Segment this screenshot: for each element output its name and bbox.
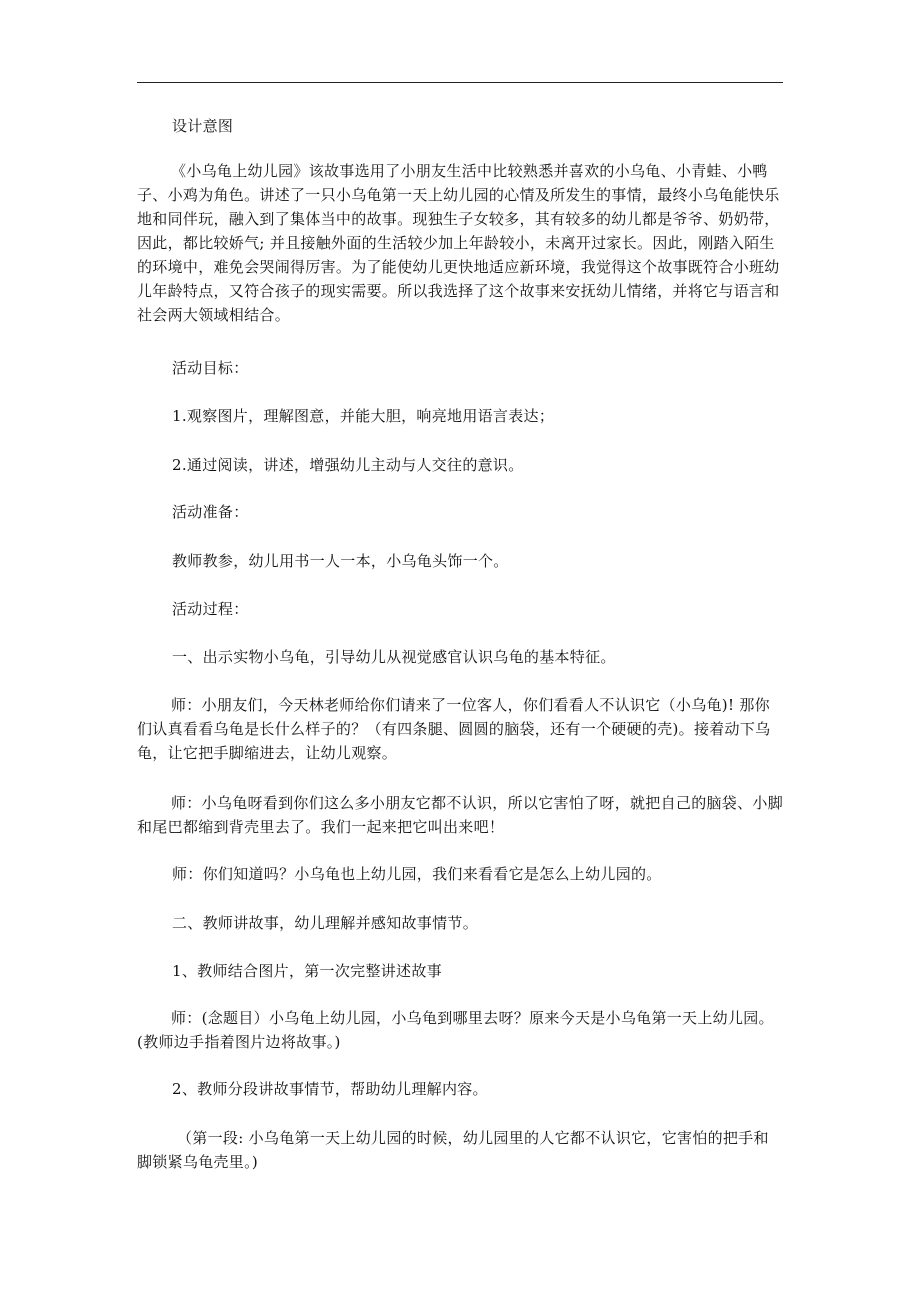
teacher-line-3: 师：你们知道吗？小乌龟也上幼儿园，我们来看看它是怎么上幼儿园的。 <box>172 865 662 883</box>
section-title-process: 活动过程： <box>172 600 249 618</box>
process-step-2: 二、教师讲故事，幼儿理解并感知故事情节。 <box>172 914 479 932</box>
process-sub-2: 2、教师分段讲故事情节，帮助幼儿理解内容。 <box>172 1080 488 1098</box>
header-rule <box>137 82 783 83</box>
teacher-line-2: 师：小乌龟呀看到你们这么多小朋友它都不认识，所以它害怕了呀，就把自己的脑袋、小脚和尾巴都缩到背壳里去了。我们一起来把它叫出来吧！ <box>137 794 784 836</box>
teacher-line-4: 师：(念题目）小乌龟上幼儿园，小乌龟到哪里去呀？原来今天是小乌龟第一天上幼儿园。(教师边手指着图片边将故事。) <box>137 1009 774 1051</box>
section-title-prep: 活动准备： <box>172 503 249 521</box>
process-sub-1: 1、教师结合图片，第一次完整讲述故事 <box>172 962 442 980</box>
process-step-1: 一、出示实物小乌龟，引导幼儿从视觉感官认识乌龟的基本特征。 <box>172 648 616 666</box>
goal-item-2: 2.通过阅读，讲述，增强幼儿主动与人交往的意识。 <box>172 456 524 474</box>
goal-item-1: 1.观察图片，理解图意，并能大胆，响亮地用语言表达； <box>172 407 555 425</box>
design-paragraph: 《小乌龟上幼儿园》该故事选用了小朋友生活中比较熟悉并喜欢的小乌龟、小青蛙、小鸭子、小鸡为角色。讲述了一只小乌龟第一天上幼儿园的心情及所发生的事情，最终小乌龟能快乐地和同伴玩，融入到了集体当中的故事。现独生子女较多，其有较多的幼儿都是爷爷、奶奶带，因此，都比较娇气; 并且接触外面的生活较少加上年龄较小，未离开过家长。因此，刚踏入陌生的环境中，难免会哭闹得厉害。为了能使幼儿更快地适应新环境，我觉得这个故事既符合小班幼儿年龄特点，又符合孩子的现实需要。所以我选择了这个故事来安抚幼儿情绪，并将它与语言和社会两大领域相结合。 <box>137 162 780 324</box>
section-title-design: 设计意图 <box>172 117 234 135</box>
section-title-goals: 活动目标： <box>172 359 249 377</box>
prep-text: 教师教参，幼儿用书一人一本，小乌龟头饰一个。 <box>172 552 509 570</box>
teacher-line-1: 师：小朋友们，今天林老师给你们请来了一位客人，你们看看人不认识它（小乌龟)! 那你们认真看看乌龟是长什么样子的？（有四条腿、圆圆的脑袋，还有一个硬硬的壳)。接着动下乌龟，让它把手脚缩进去，让幼儿观察。 <box>137 696 771 762</box>
story-segment-1: （第一段: 小乌龟第一天上幼儿园的时候，幼儿园里的人它都不认识它，它害怕的把手和脚锁紧乌龟壳里。) <box>137 1129 769 1171</box>
